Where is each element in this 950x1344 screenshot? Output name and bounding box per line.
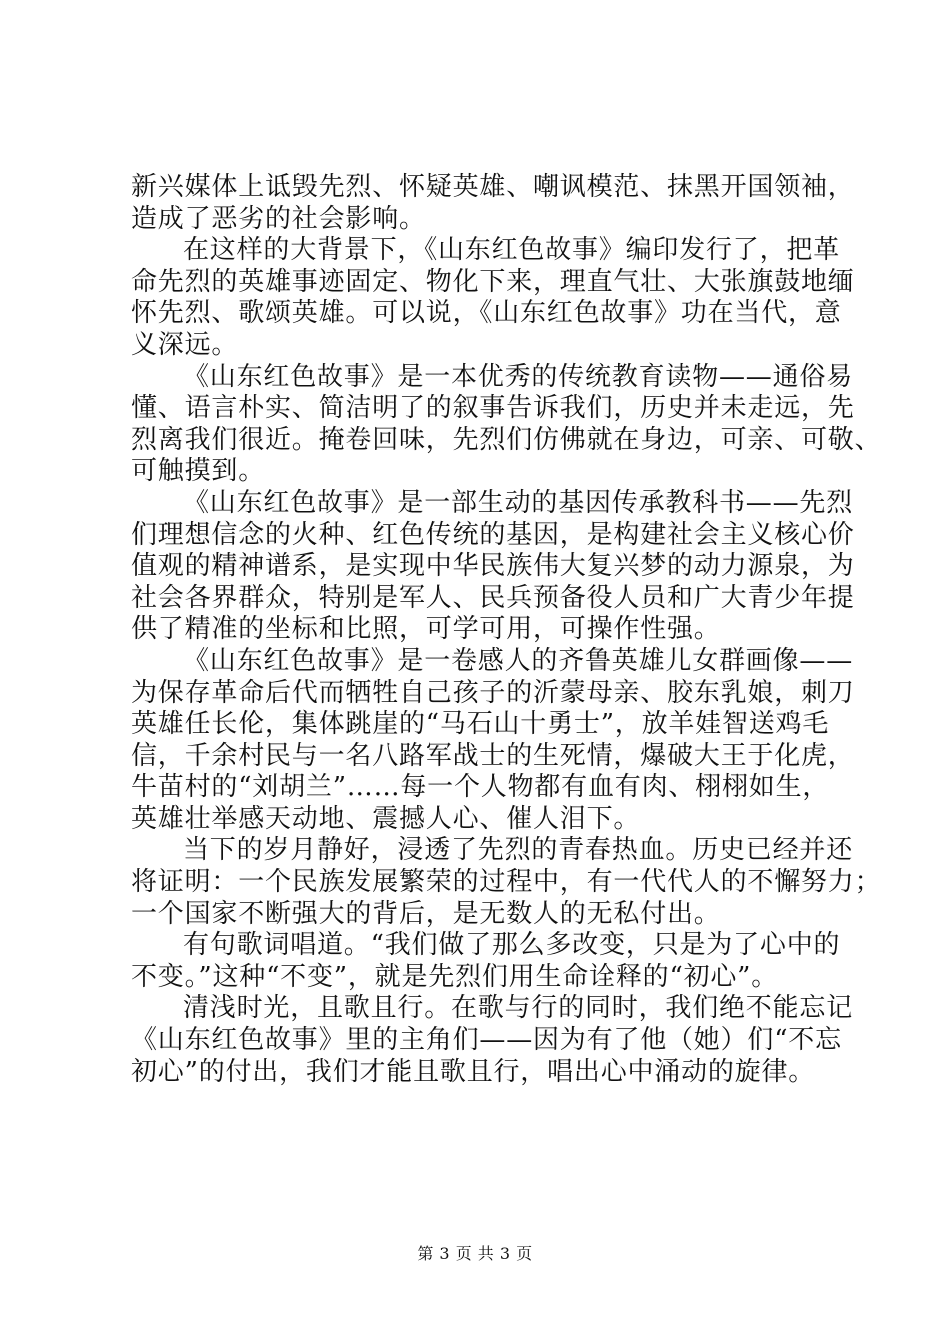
text-line: 命先烈的英雄事迹固定、物化下来，理直气壮、大张旗鼓地缅: [131, 266, 855, 297]
text-line: 一个国家不断强大的背后，是无数人的无私付出。: [131, 898, 721, 929]
paragraph-start-line: 《山东红色故事》是一卷感人的齐鲁英雄儿女群画像——: [183, 645, 854, 676]
text-line: 将证明：一个民族发展繁荣的过程中，有一代代人的不懈努力；: [131, 867, 882, 898]
text-line: 值观的精神谱系，是实现中华民族伟大复兴梦的动力源泉，为: [131, 551, 855, 582]
page-number-footer: 第 3 页 共 3 页: [417, 1244, 533, 1263]
text-line: 怀先烈、歌颂英雄。可以说，《山东红色故事》功在当代，意: [131, 298, 842, 329]
text-line: 可触摸到。: [131, 456, 266, 487]
paragraph-start-line: 《山东红色故事》是一部生动的基因传承教科书——先烈: [183, 487, 854, 518]
text-line: 信，千余村民与一名八路军战士的生死情，爆破大王于化虎，: [131, 740, 855, 771]
text-line: 新兴媒体上诋毁先烈、怀疑英雄、嘲讽模范、抹黑开国领袖，: [131, 172, 855, 202]
text-line: 义深远。: [131, 329, 239, 360]
paragraph-start-line: 《山东红色故事》是一本优秀的传统教育读物——通俗易: [183, 361, 854, 392]
text-line: 为保存革命后代而牺牲自己孩子的沂蒙母亲、胶东乳娘，刺刀: [131, 677, 855, 708]
text-line: 不变。”这种“不变”，就是先烈们用生命诠释的“初心”。: [131, 961, 779, 992]
text-line: 英雄任长伦，集体跳崖的“马石山十勇士”，放羊娃智送鸡毛: [131, 709, 830, 740]
text-line: 牛苗村的“刘胡兰”……每一个人物都有血有肉、栩栩如生，: [131, 772, 830, 803]
text-line: 造成了恶劣的社会影响。: [131, 203, 426, 234]
text-line: 懂、语言朴实、简洁明了的叙事告诉我们，历史并未走远，先: [131, 393, 855, 424]
text-line: 们理想信念的火种、红色传统的基因，是构建社会主义核心价: [131, 519, 855, 550]
paragraph-start-line: 当下的岁月静好，浸透了先烈的青春热血。历史已经并还: [183, 835, 854, 866]
paragraph-start-line: 清浅时光，且歌且行。在歌与行的同时，我们绝不能忘记: [183, 993, 854, 1024]
paragraph-start-line: 在这样的大背景下，《山东红色故事》编印发行了，把革: [183, 235, 841, 266]
text-line: 英雄壮举感天动地、震撼人心、催人泪下。: [131, 803, 641, 834]
body-text: [131, 172, 882, 1088]
text-line: 初心”的付出，我们才能且歌且行，唱出心中涌动的旋律。: [131, 1056, 816, 1087]
text-line: 《山东红色故事》里的主角们——因为有了他（她）们“不忘: [131, 1025, 842, 1056]
text-line: 社会各界群众，特别是军人、民兵预备役人员和广大青少年提: [131, 582, 855, 613]
paragraph-start-line: 有句歌词唱道。“我们做了那么多改变，只是为了心中的: [183, 930, 841, 961]
text-line: 烈离我们很近。掩卷回味，先烈们仿佛就在身边，可亲、可敬、: [131, 424, 882, 455]
text-line: 供了精准的坐标和比照，可学可用，可操作性强。: [131, 614, 721, 645]
